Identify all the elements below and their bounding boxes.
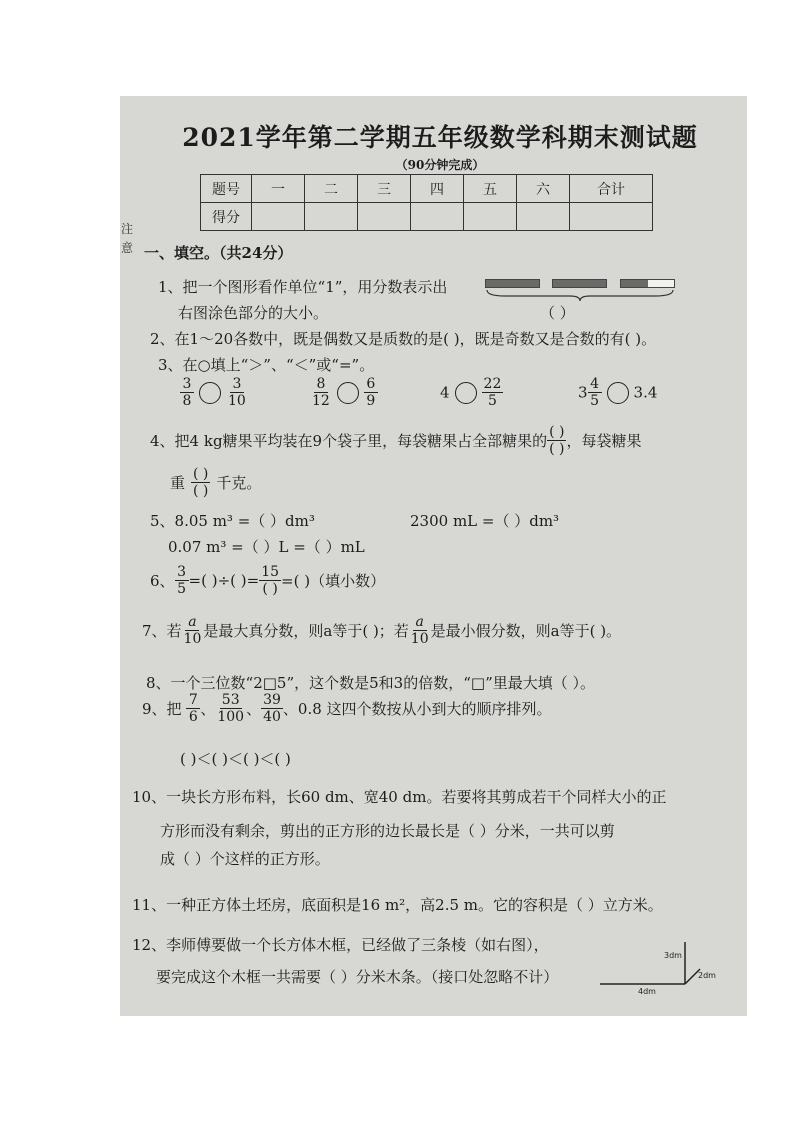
q8-text: 8、一个三位数“2□5”，这个数是5和3的倍数，“□”里最大填（ ）。 bbox=[146, 674, 596, 692]
q10-line2: 方形而没有剩余，剪出的正方形的边长最长是（ ）分米，一共可以剪 bbox=[160, 822, 615, 840]
margin-char: 注 bbox=[121, 222, 134, 236]
fraction: $\frac{7}{6}$ bbox=[186, 692, 200, 725]
fraction: $\frac{15}{( )}$ bbox=[261, 564, 280, 598]
q3-item-a bbox=[180, 376, 248, 409]
q7: 7、若 $\frac{a}{10}$ 是最大真分数，则a等于( )；若 $\frac{a}{10}$ 是最小假分数，则a等于( )。 bbox=[142, 614, 622, 648]
fraction: $\frac{a}{10}$ bbox=[183, 614, 202, 648]
q4-line2: 重 $\frac{( )}{( )}$ 千克。 bbox=[170, 466, 262, 500]
margin-char: 意 bbox=[121, 241, 134, 255]
q11-text: 11、一种正方体土坯房，底面积是16 m²，高2.5 m。它的容积是（ ）立方米。 bbox=[132, 896, 663, 914]
score-cell bbox=[358, 203, 411, 231]
q1-bar-fill bbox=[486, 280, 539, 287]
q3-item-b bbox=[310, 376, 378, 409]
score-row-label: 得分 bbox=[201, 203, 252, 231]
score-table-score-row bbox=[201, 203, 653, 231]
q9-order-line: ( )＜( )＜( )＜( ) bbox=[180, 750, 291, 768]
score-cell bbox=[517, 203, 570, 231]
score-header-cell: 四 bbox=[411, 175, 464, 203]
q1-answer-blank: （ ） bbox=[540, 304, 575, 322]
q1-bar-fill bbox=[553, 280, 606, 287]
fraction: $\frac{a}{10}$ bbox=[410, 614, 429, 648]
score-cell bbox=[570, 203, 653, 231]
score-cell bbox=[411, 203, 464, 231]
fraction: $\frac{3}{8}$ bbox=[180, 376, 194, 409]
q5-a: 5、8.05 m³ =（ ）dm³ bbox=[150, 512, 315, 530]
q5-c: 0.07 m³ =（ ）L =（ ）mL bbox=[168, 538, 365, 556]
compare-circle bbox=[199, 382, 221, 404]
fraction: $\frac{22}{5}$ bbox=[483, 376, 502, 410]
compare-value: 4 bbox=[440, 383, 450, 402]
q3-item-d bbox=[578, 376, 657, 409]
fraction-blank: $\frac{( )}{( )}$ bbox=[193, 466, 209, 500]
q1-line1: 1、把一个图形看作单位“1”，用分数表示出 bbox=[158, 278, 448, 296]
q1-line2: 右图涂色部分的大小。 bbox=[178, 304, 329, 322]
q12-label-length: 4dm bbox=[638, 987, 656, 996]
q12-label-width: 2dm bbox=[698, 971, 716, 980]
q12-line2: 要完成这个木框一共需要（ ）分米木条。（接口处忽略不计） bbox=[156, 968, 559, 986]
q5-b: 2300 mL =（ ）dm³ bbox=[410, 512, 560, 530]
compare-circle bbox=[337, 382, 359, 404]
q1-bar-fill bbox=[621, 280, 648, 287]
exam-title: 2021学年第二学期五年级数学科期末测试题 bbox=[182, 123, 698, 152]
score-header-cell: 一 bbox=[252, 175, 305, 203]
fraction: $\frac{3}{5}$ bbox=[175, 564, 189, 597]
exam-subtitle: （90分钟完成） bbox=[395, 158, 485, 172]
q12-frame-diagram bbox=[600, 936, 740, 996]
q9: 9、把 $\frac{7}{6}$ 、 $\frac{53}{100}$ 、 $\frac{39}{40}$ 、0.8 这四个数按从小到大的顺序排列。 bbox=[142, 692, 552, 726]
score-header-cell: 合计 bbox=[570, 175, 653, 203]
q12-line1: 12、李师傅要做一个长方体木框，已经做了三条棱（如右图）， bbox=[132, 936, 549, 954]
mixed-whole: 3 bbox=[578, 383, 588, 402]
q10-line3: 成（ ）个这样的正方形。 bbox=[160, 850, 330, 868]
fraction: $\frac{3}{10}$ bbox=[228, 376, 246, 410]
compare-circle bbox=[455, 382, 477, 404]
fraction: $\frac{6}{9}$ bbox=[364, 376, 378, 409]
score-header-cell: 二 bbox=[305, 175, 358, 203]
score-header-cell: 六 bbox=[517, 175, 570, 203]
compare-value: 3.4 bbox=[633, 383, 658, 402]
fraction-blank: $\frac{( )}{( )}$ bbox=[549, 424, 565, 458]
q1-bar bbox=[552, 279, 607, 288]
fraction: $\frac{53}{100}$ bbox=[217, 692, 245, 726]
fraction: $\frac{4}{5}$ bbox=[588, 376, 602, 409]
q1-bar bbox=[620, 279, 675, 288]
exam-paper bbox=[120, 96, 747, 1016]
section-heading: 一、填空。（共24分） bbox=[144, 244, 293, 262]
q12-label-height: 3dm bbox=[664, 951, 682, 960]
q1-bar bbox=[485, 279, 540, 288]
score-table bbox=[200, 174, 653, 231]
score-cell bbox=[305, 203, 358, 231]
q3-prompt: 3、在○填上“＞”、“＜”或“=”。 bbox=[158, 356, 375, 374]
score-header-cell: 三 bbox=[358, 175, 411, 203]
q10-line1: 10、一块长方形布料，长60 dm、宽40 dm。若要将其剪成若干个同样大小的正 bbox=[132, 788, 667, 806]
compare-circle bbox=[607, 382, 629, 404]
q4-line1: 4、把4 kg糖果平均装在9个袋子里，每袋糖果占全部糖果的 $\frac{( )}{( )}$ ，每袋糖果 bbox=[150, 424, 642, 458]
score-header-cell: 题号 bbox=[201, 175, 252, 203]
q6: 6、 $\frac{3}{5}$ =( )÷( )= $\frac{15}{( )}$ =( )（填小数） bbox=[150, 564, 386, 598]
score-table-header-row bbox=[201, 175, 653, 203]
q2-text: 2、在1～20各数中，既是偶数又是质数的是( )，既是奇数又是合数的有( )。 bbox=[150, 330, 657, 348]
q3-item-c bbox=[440, 376, 503, 409]
fraction: $\frac{39}{40}$ bbox=[263, 692, 281, 726]
score-header-cell: 五 bbox=[464, 175, 517, 203]
fraction: $\frac{8}{12}$ bbox=[312, 376, 330, 410]
score-cell bbox=[252, 203, 305, 231]
score-cell bbox=[464, 203, 517, 231]
q1-brace bbox=[485, 288, 675, 302]
